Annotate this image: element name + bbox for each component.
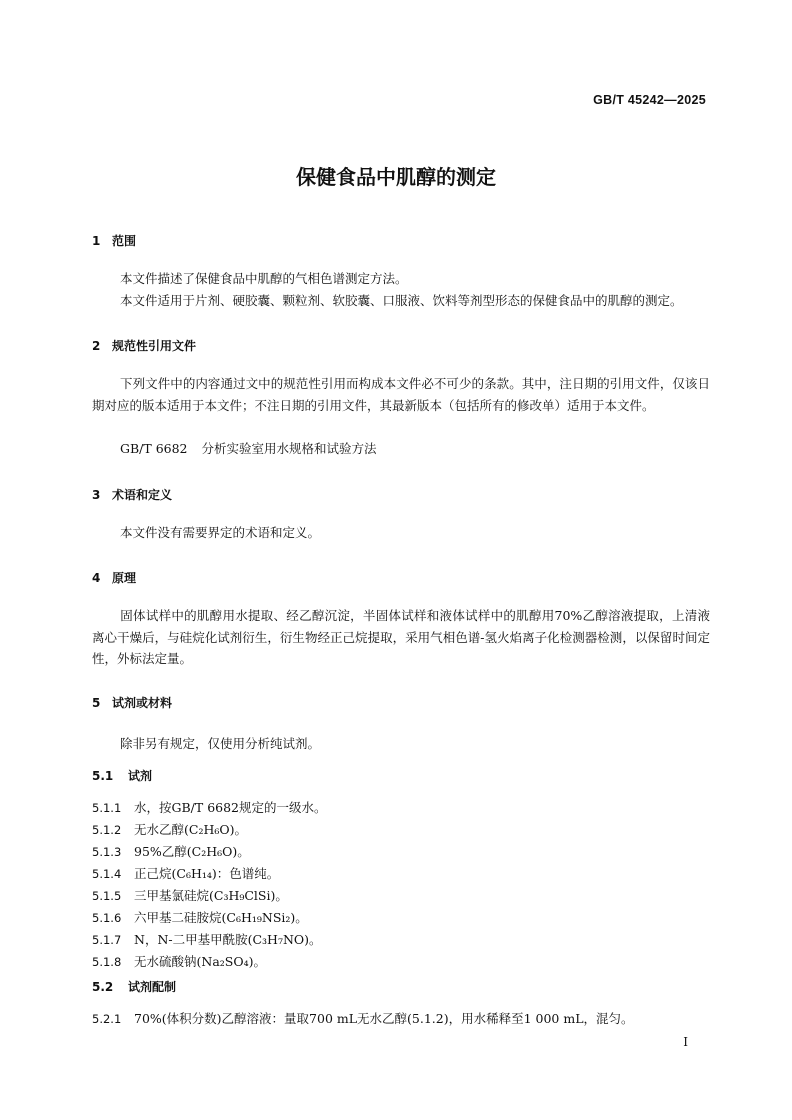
paragraph-text: 固体试样中的肌醇用水提取、经乙醇沉淀，半固体试样和液体试样中的肌醇用70%乙醇溶液提取，上清液离心干燥后，与硅烷化试剂衍生，衍生物经正己烷提取，采用气相色谱-氢火焰离子化检测器检测，以保留时间定性，外标法定量。 (92, 608, 710, 666)
reference-code: GB/T 6682 (120, 441, 188, 456)
page-number: I (683, 1035, 688, 1049)
item-text: 水，按GB/T 6682规定的一级水。 (134, 800, 327, 815)
item-text: N，N-二甲基甲酰胺(C₃H₇NO)。 (134, 932, 322, 947)
reagent-item (92, 908, 308, 926)
reagent-item (92, 864, 279, 882)
item-text: 六甲基二硅胺烷(C₆H₁₉NSi₂)。 (134, 910, 308, 925)
section-title: 原理 (112, 571, 137, 585)
section-1-heading (92, 232, 136, 249)
reagent-item (92, 930, 322, 948)
item-text: 无水硫酸钠(Na₂SO₄)。 (134, 954, 266, 969)
section-number: 1 (92, 234, 101, 248)
section-4-heading (92, 569, 136, 586)
section-4-paragraph-1 (92, 605, 710, 670)
item-number: 5.1.7 (92, 933, 122, 947)
item-number: 5.1.4 (92, 867, 122, 881)
item-number: 5.1.2 (92, 823, 122, 837)
subsection-5-2-heading (92, 978, 176, 995)
item-number: 5.1.3 (92, 845, 122, 859)
item-number: 5.1.5 (92, 889, 122, 903)
item-text: 无水乙醇(C₂H₆O)。 (134, 822, 247, 837)
item-number: 5.1.6 (92, 911, 122, 925)
item-text: 70%(体积分数)乙醇溶液：量取700 mL无水乙醇(5.1.2)，用水稀释至1 000 mL，混匀。 (134, 1011, 634, 1026)
reagent-item (92, 798, 327, 816)
document-title: 保健食品中肌醇的测定 (296, 165, 496, 189)
reagent-item (92, 952, 266, 970)
section-3-paragraph-1 (92, 522, 710, 544)
section-number: 3 (92, 488, 101, 502)
subsection-title: 试剂配制 (128, 980, 177, 994)
reagent-item (92, 820, 247, 838)
section-title: 范围 (112, 234, 137, 248)
preparation-item (92, 1009, 634, 1027)
paragraph-text: 本文件描述了保健食品中肌醇的气相色谱测定方法。 (120, 271, 408, 286)
section-number: 5 (92, 696, 101, 710)
subsection-number: 5.2 (92, 980, 114, 994)
reagent-item (92, 886, 288, 904)
reagent-item (92, 842, 250, 860)
item-text: 三甲基氯硅烷(C₃H₉ClSi)。 (134, 888, 288, 903)
section-1-paragraph-2 (92, 290, 710, 312)
item-number: 5.1.1 (92, 801, 122, 815)
paragraph-text: 本文件适用于片剂、硬胶囊、颗粒剂、软胶囊、口服液、饮料等剂型形态的保健食品中的肌醇的测定。 (120, 293, 683, 308)
section-5-paragraph-1 (92, 733, 710, 755)
section-title: 试剂或材料 (112, 696, 173, 710)
section-5-heading (92, 694, 172, 711)
section-2-paragraph-1 (92, 373, 710, 416)
section-1-paragraph-1 (92, 268, 710, 290)
section-title: 规范性引用文件 (112, 339, 197, 353)
subsection-5-1-heading (92, 767, 152, 784)
item-number: 5.2.1 (92, 1012, 122, 1026)
section-title: 术语和定义 (112, 488, 173, 502)
subsection-title: 试剂 (128, 769, 153, 783)
item-text: 正己烷(C₆H₁₄)：色谱纯。 (134, 866, 280, 881)
section-2-heading (92, 337, 196, 354)
normative-reference (120, 439, 377, 457)
item-number: 5.1.8 (92, 955, 122, 969)
paragraph-text: 除非另有规定，仅使用分析纯试剂。 (120, 736, 321, 751)
paragraph-text: 下列文件中的内容通过文中的规范性引用而构成本文件必不可少的条款。其中，注日期的引用文件，仅该日期对应的版本适用于本文件；不注日期的引用文件，其最新版本（包括所有的修改单）适用于本文件。 (92, 376, 710, 413)
section-number: 2 (92, 339, 101, 353)
paragraph-text: 本文件没有需要界定的术语和定义。 (120, 525, 321, 540)
section-3-heading (92, 486, 172, 503)
item-text: 95%乙醇(C₂H₆O)。 (134, 844, 250, 859)
standard-code: GB/T 45242—2025 (593, 93, 706, 107)
section-number: 4 (92, 571, 101, 585)
subsection-number: 5.1 (92, 769, 114, 783)
reference-title: 分析实验室用水规格和试验方法 (201, 441, 377, 456)
